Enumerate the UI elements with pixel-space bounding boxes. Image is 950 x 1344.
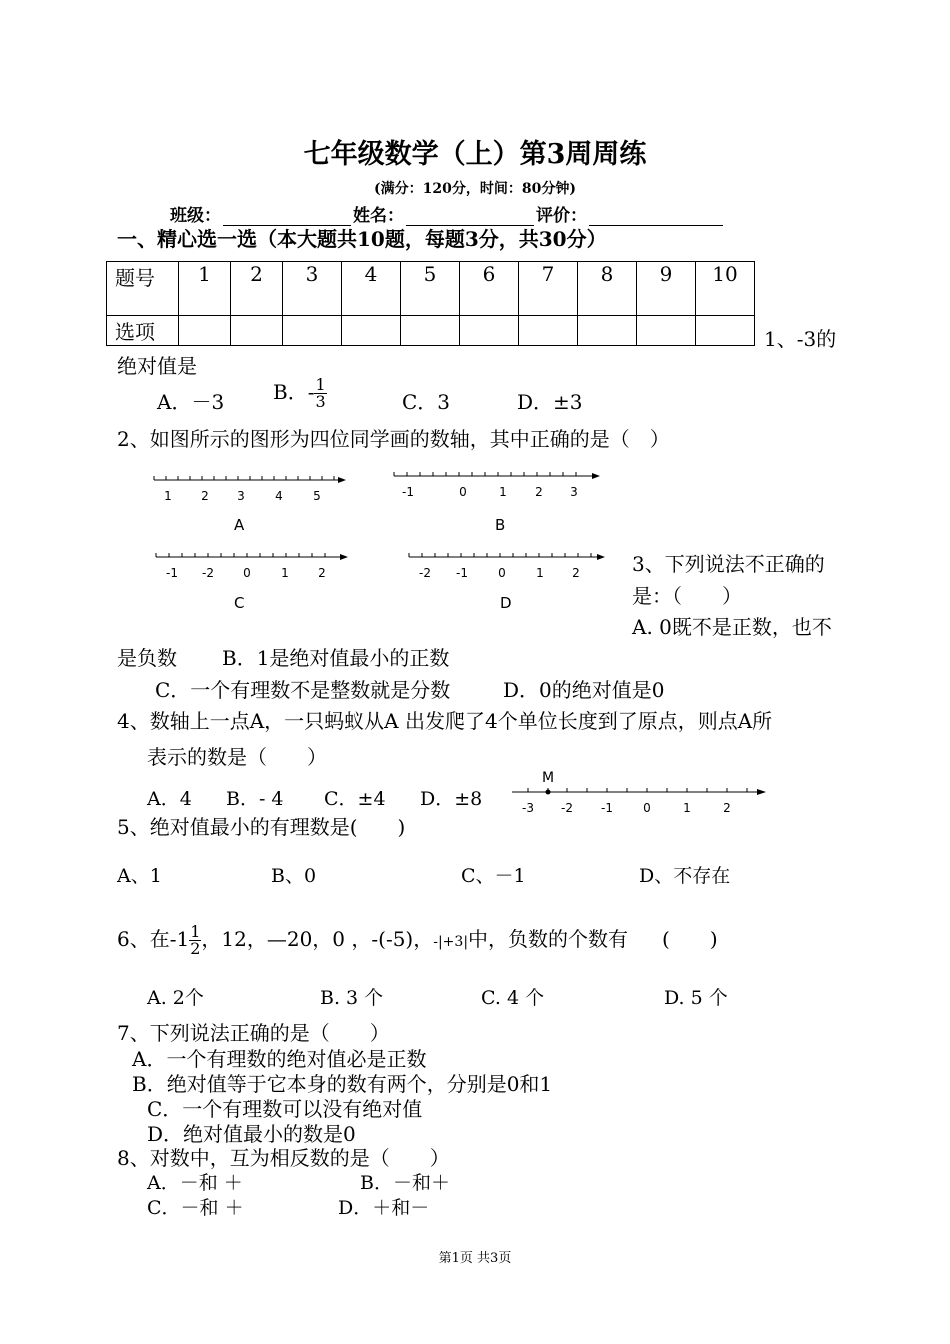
- tick-label: 3: [237, 489, 245, 503]
- q7-option-c: C．一个有理数可以没有绝对值: [147, 1097, 423, 1121]
- axis-ticks: [154, 476, 334, 480]
- tick-label: 1: [683, 801, 691, 815]
- q3-option-b: B．1是绝对值最小的正数: [222, 646, 450, 670]
- table-header-cell: 题号: [107, 262, 179, 316]
- tick-label: 2: [572, 566, 580, 580]
- q5-option-c: C、－1: [461, 865, 526, 887]
- question-number: 1: [179, 262, 231, 316]
- answer-table: [106, 261, 755, 346]
- q6-option-a: A. 2个: [147, 987, 204, 1009]
- eval-field[interactable]: [589, 207, 723, 226]
- q1-option-b-fraction: [314, 377, 326, 410]
- axis-d-label: D: [500, 594, 512, 612]
- q1-option-d: D．±3: [517, 390, 583, 414]
- tick-label: 0: [459, 485, 467, 499]
- table-row: [107, 316, 755, 346]
- q1-stem: 1、-3的: [764, 327, 837, 351]
- q8-option-d: D．＋和－: [338, 1197, 430, 1219]
- q1-option-c: C．3: [402, 390, 451, 414]
- tick-label: 0: [243, 566, 251, 580]
- tick-label: 1: [536, 566, 544, 580]
- q4-option-a: A．4: [147, 788, 192, 810]
- page-title: 七年级数学（上）第3周周练: [303, 139, 647, 170]
- axis-a-label: A: [234, 516, 245, 534]
- answer-cell[interactable]: [231, 316, 283, 346]
- question-number: 9: [637, 262, 696, 316]
- question-number: 10: [696, 262, 755, 316]
- tick-label: -2: [202, 566, 214, 580]
- q2-stem: 2、如图所示的图形为四位同学画的数轴，其中正确的是（ ）: [117, 427, 670, 451]
- q7-option-d: D．绝对值最小的数是0: [147, 1122, 356, 1146]
- q3-option-a-cont: 是负数: [117, 646, 177, 670]
- q7-option-a: A．一个有理数的绝对值必是正数: [132, 1047, 427, 1071]
- question-number: 3: [283, 262, 342, 316]
- q5-stem: 5、绝对值最小的有理数是( ): [117, 815, 406, 839]
- q8-option-b: B．－和＋: [360, 1172, 450, 1194]
- q3-option-a: A. 0既不是正数，也不: [632, 615, 832, 639]
- q5-option-a: A、1: [117, 865, 162, 887]
- tick-label: 0: [643, 801, 651, 815]
- q1-option-b-prefix: B．-: [273, 380, 315, 404]
- q5-option-d: D、不存在: [639, 865, 731, 887]
- number-line-m: [508, 766, 770, 818]
- fraction-numerator: 1: [315, 375, 326, 394]
- axis-arrow: [340, 554, 348, 560]
- number-line-b: [390, 464, 605, 504]
- q3-stem: 3、下列说法不正确的: [632, 552, 825, 576]
- q4-option-c: C．±4: [324, 788, 386, 810]
- eval-label: 评价：: [536, 206, 587, 226]
- answer-cell[interactable]: [179, 316, 231, 346]
- q6-stem-mid: ，12，—20，0 ，-(-5)，: [201, 927, 434, 951]
- answer-cell[interactable]: [342, 316, 401, 346]
- q6-option-c: C. 4 个: [481, 987, 545, 1009]
- tick-label: -1: [601, 801, 613, 815]
- tick-label: -1: [456, 566, 468, 580]
- q3-option-c: C．一个有理数不是整数就是分数: [155, 678, 451, 702]
- page-subtitle: (满分：120分，时间：80分钟): [374, 181, 576, 197]
- q6-option-b: B. 3 个: [320, 987, 384, 1009]
- tick-label: -1: [166, 566, 178, 580]
- number-line-c: [152, 545, 352, 585]
- answer-cell[interactable]: [637, 316, 696, 346]
- q8-option-c: C．－和 ＋: [147, 1197, 244, 1219]
- q1-option-a: A．－3: [157, 390, 225, 414]
- tick-label: 1: [281, 566, 289, 580]
- axis-ticks: [156, 553, 325, 557]
- q3-option-d: D．0的绝对值是0: [503, 678, 665, 702]
- name-label: 姓名：: [353, 206, 404, 226]
- q1-option-b: [273, 376, 327, 410]
- table-row: [107, 262, 755, 316]
- q6-stem-prefix: 6、在-1: [117, 927, 190, 951]
- tick-label: 2: [535, 485, 543, 499]
- answer-cell[interactable]: [283, 316, 342, 346]
- class-label: 班级：: [170, 206, 221, 226]
- q6-mixed-fraction: [189, 924, 201, 957]
- q4-option-b: B．- 4: [226, 788, 284, 810]
- tick-label: -2: [419, 566, 431, 580]
- tick-label: -2: [561, 801, 573, 815]
- question-number: 2: [231, 262, 283, 316]
- question-number: 8: [578, 262, 637, 316]
- fraction-denominator: 3: [315, 392, 326, 411]
- axis-ticks: [528, 788, 747, 792]
- tick-label: 2: [723, 801, 731, 815]
- section-title: 一、精心选一选（本大题共10题，每题3分，共30分）: [117, 227, 607, 251]
- q3-stem-cont: 是：（ ）: [632, 584, 742, 608]
- number-line-d: [405, 545, 610, 585]
- tick-label: 1: [499, 485, 507, 499]
- tick-label: -3: [522, 801, 534, 815]
- question-number: 5: [401, 262, 460, 316]
- axis-c-label: C: [234, 594, 245, 612]
- q1-stem-cont: 绝对值是: [117, 354, 197, 378]
- q6-stem: [117, 923, 718, 957]
- question-number: 6: [460, 262, 519, 316]
- page-footer: 第1页 共3页: [438, 1251, 512, 1266]
- answer-cell[interactable]: [519, 316, 578, 346]
- q5-option-b: B、0: [271, 865, 317, 887]
- q6-option-d: D. 5 个: [664, 987, 728, 1009]
- q4-stem: 4、数轴上一点A，一只蚂蚁从A 出发爬了4个单位长度到了原点，则点A所: [117, 709, 773, 733]
- fraction-denominator: 2: [190, 939, 201, 958]
- point-m-label: M: [541, 770, 555, 786]
- axis-ticks: [409, 553, 591, 557]
- axis-arrow: [757, 789, 766, 795]
- q6-abs-expression: -|+3|: [433, 934, 469, 950]
- question-number: 4: [342, 262, 401, 316]
- axis-arrow: [338, 477, 346, 483]
- tick-label: 4: [275, 489, 283, 503]
- axis-ticks: [394, 472, 576, 476]
- question-number: 7: [519, 262, 578, 316]
- q4-stem-cont: 表示的数是（ ）: [147, 745, 327, 769]
- q4-option-d: D．±8: [420, 788, 483, 810]
- axis-arrow: [592, 473, 600, 479]
- answer-cell[interactable]: [401, 316, 460, 346]
- axis-arrow: [597, 554, 605, 560]
- q6-stem-suffix: 中，负数的个数有: [468, 927, 629, 951]
- tick-label: 2: [318, 566, 326, 580]
- answer-cell[interactable]: [696, 316, 755, 346]
- tick-label: 2: [201, 489, 209, 503]
- tick-label: 3: [570, 485, 578, 499]
- tick-label: 1: [164, 489, 172, 503]
- q8-stem: 8、对数中，互为相反数的是（ ）: [117, 1146, 450, 1170]
- answer-cell[interactable]: [578, 316, 637, 346]
- fraction-numerator: 1: [190, 922, 201, 941]
- tick-label: 5: [313, 489, 321, 503]
- q7-stem: 7、下列说法正确的是（ ）: [117, 1021, 390, 1045]
- number-line-a: [150, 468, 350, 508]
- q8-option-a: A．－和 ＋: [147, 1172, 243, 1194]
- tick-label: -1: [402, 485, 414, 499]
- q7-option-b: B．绝对值等于它本身的数有两个，分别是0和1: [132, 1072, 553, 1096]
- answer-cell[interactable]: [460, 316, 519, 346]
- q6-answer-paren: ( ): [662, 927, 718, 951]
- axis-b-label: B: [495, 516, 506, 534]
- table-header-cell: 选项: [107, 316, 179, 346]
- tick-label: 0: [498, 566, 506, 580]
